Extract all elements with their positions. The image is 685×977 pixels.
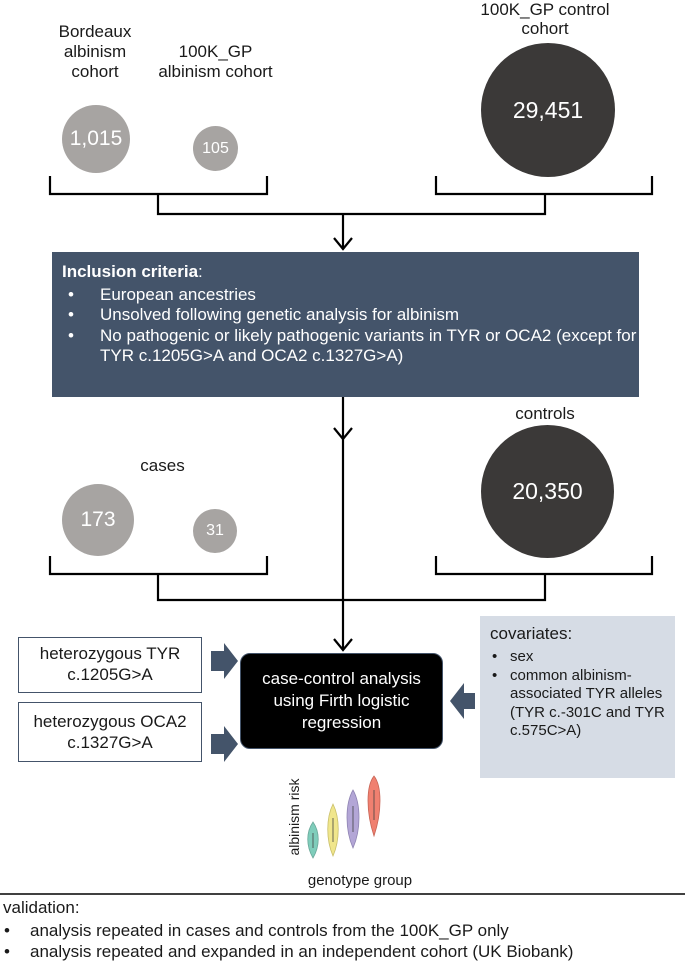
- inclusion-criteria-box: Inclusion criteria: • European ancestries • Unsolved following genetic analysis for albinism • No pathogenic or likely pathogenic variants in TYR or OCA2 (except for TYR c.1205G>A and OCA2 c.1327G>A): [52, 252, 639, 397]
- gp-control-cohort-label: 100K_GP control cohort: [480, 0, 610, 38]
- arrow-tyr: [211, 643, 238, 679]
- covariates-title: covariates:: [490, 624, 573, 643]
- arrow-oca2: [211, 726, 238, 762]
- validation-section: [0, 897, 685, 962]
- controls-label: controls: [515, 404, 575, 423]
- gp-albinism-count-circle: 105: [193, 126, 238, 171]
- bracket-albinism-cohorts: [50, 176, 267, 194]
- gp-control-count-circle: 29,451: [481, 43, 615, 177]
- bracket-control-cohort: [436, 176, 652, 194]
- covariate-item: • common albinism-associated TYR alleles (TYR c.-301C and TYR c.575C>A): [490, 667, 675, 741]
- plot-xlabel: genotype group: [307, 872, 413, 889]
- bracket-cases: [50, 556, 267, 574]
- validation-item: • analysis repeated and expanded in an independent cohort (UK Biobank): [0, 941, 685, 962]
- validation-item: • analysis repeated in cases and controls from the 100K_GP only: [0, 920, 685, 941]
- validation-title: validation:: [3, 898, 80, 917]
- exposure-tyr-box: heterozygous TYR c.1205G>A: [18, 637, 202, 693]
- bordeaux-cohort-label: Bordeaux albinism cohort: [58, 22, 132, 81]
- plot-ylabel: albinism risk: [286, 778, 302, 856]
- analysis-method-text: case-control analysis using Firth logistic regression: [262, 669, 421, 732]
- violin-plot: [308, 776, 380, 858]
- controls-count-circle: 20,350: [481, 425, 614, 558]
- cases-count-circle-1: 173: [62, 484, 134, 556]
- cases-label: cases: [140, 456, 185, 475]
- criterion-item: • European ancestries: [62, 285, 639, 306]
- arrow-covariates: [450, 683, 475, 719]
- cases-count-circle-2: 31: [193, 509, 237, 553]
- gp-albinism-cohort-label: 100K_GP albinism cohort: [158, 42, 273, 81]
- bordeaux-count-circle: 1,015: [62, 105, 130, 173]
- analysis-box: [240, 653, 443, 749]
- covariate-item: • sex: [490, 648, 675, 667]
- bracket-controls: [436, 556, 652, 574]
- criterion-item: • Unsolved following genetic analysis for albinism: [62, 305, 639, 326]
- covariates-box: [480, 616, 675, 778]
- exposure-oca2-box: heterozygous OCA2 c.1327G>A: [18, 702, 202, 762]
- inclusion-criteria-title: Inclusion criteria: [62, 262, 199, 281]
- criterion-item: • No pathogenic or likely pathogenic variants in TYR or OCA2 (except for TYR c.1205G>A and OCA2 c.1327G>A): [62, 326, 639, 367]
